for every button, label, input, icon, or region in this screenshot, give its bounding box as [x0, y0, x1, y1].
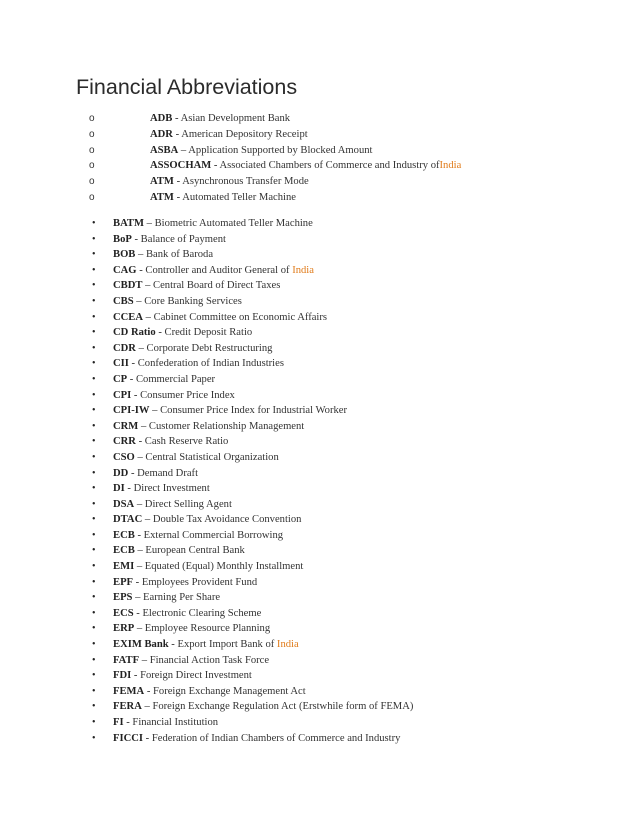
separator: – [142, 514, 153, 526]
bullet-marker: o [89, 144, 95, 156]
expansion: Equated (Equal) Monthly Installment [144, 561, 304, 573]
bullet-marker: • [92, 451, 96, 463]
bullet-marker: • [92, 732, 96, 744]
expansion: Customer Relationship Management [148, 420, 305, 432]
bullet-marker: • [92, 249, 96, 261]
separator: – [139, 654, 150, 666]
item-content [150, 111, 290, 127]
item-content [113, 653, 269, 669]
bullet-marker: • [92, 436, 96, 448]
abbreviation: ASSOCHAM [150, 160, 212, 172]
abbreviation: CII [113, 358, 129, 370]
abbreviation: CD Ratio [113, 327, 156, 339]
item-content [113, 388, 235, 404]
bullet-marker: o [89, 113, 95, 124]
separator: - [144, 685, 154, 697]
bullet-marker: • [92, 576, 96, 588]
separator: – [178, 144, 189, 156]
item-content [113, 232, 226, 248]
separator: - [128, 358, 138, 370]
item-content [113, 699, 413, 715]
item-content [113, 403, 347, 419]
item-content [113, 356, 284, 372]
expansion: Cash Reserve Ratio [144, 436, 229, 448]
separator: - [173, 191, 183, 203]
item-content [113, 278, 280, 294]
item-content [150, 174, 309, 190]
bullet-marker: • [92, 327, 96, 339]
bullet-marker: • [92, 529, 96, 541]
highlighted-link[interactable]: India [276, 639, 299, 651]
separator: - [127, 373, 136, 385]
expansion: Associated Chambers of Commerce and Industry of [219, 160, 440, 172]
expansion: European Central Bank [145, 545, 245, 557]
bullet-marker: • [92, 670, 96, 682]
expansion: Electronic Clearing Scheme [142, 607, 262, 619]
expansion: Consumer Price Index [140, 389, 235, 401]
expansion: Biometric Automated Teller Machine [154, 218, 313, 229]
bullet-marker: • [92, 373, 96, 385]
item-content [113, 684, 306, 700]
bullet-marker: • [92, 218, 96, 229]
item-content [113, 325, 252, 341]
expansion: Central Statistical Organization [145, 451, 279, 463]
separator: – [134, 561, 145, 573]
bullet-marker: • [92, 623, 96, 635]
expansion: Central Board of Direct Taxes [153, 280, 281, 292]
bullet-marker: • [92, 420, 96, 432]
item-content [113, 294, 242, 310]
separator: - [134, 529, 144, 541]
abbreviation: CSO [113, 451, 135, 463]
bullet-marker: o [89, 176, 95, 188]
separator: – [134, 545, 146, 557]
expansion: Employee Resource Planning [144, 623, 271, 635]
bullet-marker: • [92, 592, 96, 604]
separator: – [138, 420, 149, 432]
abbreviation: FEMA [113, 685, 145, 697]
separator: - [136, 264, 146, 276]
separator: – [149, 405, 161, 417]
page-title: Financial Abbreviations [76, 75, 298, 99]
item-content [113, 731, 400, 747]
expansion: Controller and Auditor General of [145, 264, 293, 276]
expansion: Cabinet Committee on Economic Affairs [153, 311, 328, 323]
item-content [113, 247, 213, 263]
item-content [113, 590, 220, 606]
highlighted-link[interactable]: India [439, 160, 462, 172]
bullet-marker: • [92, 358, 96, 370]
abbreviation: CBDT [113, 280, 143, 292]
abbreviation: BoP [113, 233, 132, 245]
item-content [150, 190, 296, 206]
separator: - [135, 436, 145, 448]
separator: - [155, 327, 165, 339]
expansion: Federation of Indian Chambers of Commerce and Industry [151, 732, 401, 744]
abbreviation: ERP [113, 623, 135, 635]
item-content [113, 216, 313, 232]
separator: – [135, 249, 146, 261]
separator: - [133, 607, 143, 619]
separator: - [143, 732, 152, 744]
bullet-marker: • [92, 639, 96, 651]
item-content [113, 419, 304, 435]
abbreviation: ECB [113, 545, 135, 557]
abbreviation: FDI [113, 670, 132, 682]
item-content [113, 637, 299, 653]
item-content [113, 341, 272, 357]
item-content [113, 512, 301, 528]
item-content [113, 715, 218, 731]
separator: – [134, 451, 146, 463]
abbreviation: CBS [113, 295, 134, 307]
bullet-marker: • [92, 280, 96, 292]
bullet-marker: • [92, 264, 96, 276]
expansion: External Commercial Borrowing [143, 529, 284, 541]
bullet-marker: • [92, 311, 96, 323]
bullet-marker: • [92, 295, 96, 307]
abbreviation: FATF [113, 654, 140, 666]
abbreviation: BATM [113, 218, 144, 229]
item-content [113, 310, 327, 326]
highlighted-link[interactable]: India [292, 264, 314, 276]
expansion: Earning Per Share [143, 592, 221, 604]
expansion: Core Banking Services [144, 295, 242, 307]
bullet-marker: o [89, 128, 95, 140]
bullet-marker: • [92, 342, 96, 354]
separator: – [135, 342, 147, 354]
item-content [113, 543, 245, 559]
expansion: Foreign Direct Investment [140, 670, 252, 682]
item-content [113, 621, 270, 637]
bullet-marker: • [92, 545, 96, 557]
item-content [113, 434, 228, 450]
abbreviation: ASBA [150, 144, 179, 156]
separator: - [128, 467, 138, 479]
expansion: Foreign Exchange Regulation Act (Erstwhile form of FEMA) [152, 701, 414, 713]
expansion: Consumer Price Index for Industrial Worker [160, 405, 348, 417]
expansion: American Depository Receipt [181, 128, 308, 140]
abbreviation: ATM [150, 191, 174, 203]
separator: - [123, 717, 133, 728]
bullet-marker: • [92, 561, 96, 573]
abbreviation: EPF [113, 576, 134, 588]
expansion: Asian Development Bank [180, 113, 291, 124]
item-content [113, 372, 215, 388]
item-content [113, 466, 198, 482]
abbreviation: ADR [150, 128, 173, 140]
expansion: Corporate Debt Restructuring [146, 342, 273, 354]
bullet-marker: • [92, 498, 96, 510]
separator: - [131, 233, 141, 245]
separator: - [133, 576, 142, 588]
bullet-marker: • [92, 607, 96, 619]
abbreviation: CPI-IW [113, 405, 150, 417]
expansion: Direct Investment [133, 483, 210, 495]
abbreviation: CAG [113, 264, 137, 276]
abbreviation: CPI [113, 389, 132, 401]
separator: - [131, 670, 141, 682]
item-content [113, 668, 252, 684]
expansion: Application Supported by Blocked Amount [188, 144, 373, 156]
bullet-marker: • [92, 514, 96, 526]
abbreviation: EMI [113, 561, 135, 573]
expansion: Asynchronous Transfer Mode [182, 176, 309, 188]
bullet-marker: • [92, 467, 96, 479]
abbreviation: DTAC [113, 514, 143, 526]
abbreviation: FI [113, 717, 124, 728]
expansion: Balance of Payment [140, 233, 226, 245]
abbreviation: ECS [113, 607, 134, 619]
bullet-marker: o [89, 160, 95, 172]
item-content [113, 450, 279, 466]
abbreviation: ATM [150, 176, 174, 188]
bullet-marker: • [92, 685, 96, 697]
expansion: Credit Deposit Ratio [164, 327, 253, 339]
expansion: Direct Selling Agent [144, 498, 232, 510]
separator: - [172, 113, 181, 124]
bullet-marker: • [92, 717, 96, 728]
separator: - [211, 160, 220, 172]
abbreviation: DI [113, 483, 125, 495]
separator: – [143, 311, 154, 323]
expansion: Foreign Exchange Management Act [153, 685, 306, 697]
separator: – [144, 218, 155, 229]
separator: - [173, 176, 183, 188]
separator: – [141, 701, 153, 713]
expansion: Export Import Bank of [177, 639, 277, 651]
abbreviation: BOB [113, 249, 136, 261]
expansion: Confederation of Indian Industries [137, 358, 284, 370]
item-content [113, 575, 257, 591]
abbreviation: ADB [150, 113, 173, 124]
abbreviation: ECB [113, 529, 135, 541]
expansion: Bank of Baroda [145, 249, 214, 261]
bullet-marker: • [92, 405, 96, 417]
bullet-marker: • [92, 701, 96, 713]
item-content [113, 481, 210, 497]
separator: – [132, 592, 144, 604]
abbreviation: DSA [113, 498, 135, 510]
separator: - [168, 639, 178, 651]
bullet-marker: • [92, 654, 96, 666]
expansion: Demand Draft [137, 467, 199, 479]
item-content [113, 497, 232, 513]
item-content [113, 263, 314, 279]
separator: - [172, 128, 182, 140]
abbreviation: CP [113, 373, 128, 385]
abbreviation: EXIM Bank [113, 639, 169, 651]
item-content [150, 158, 461, 174]
separator: – [134, 498, 145, 510]
bullet-marker: • [92, 389, 96, 401]
separator: - [131, 389, 141, 401]
item-content [113, 528, 283, 544]
abbreviation: FERA [113, 701, 142, 713]
abbreviation: CRM [113, 420, 139, 432]
expansion: Commercial Paper [135, 373, 216, 385]
separator: – [142, 280, 154, 292]
item-content [113, 606, 261, 622]
separator: – [133, 295, 145, 307]
item-content [113, 559, 303, 575]
abbreviation: CRR [113, 436, 136, 448]
abbreviation: DD [113, 467, 129, 479]
abbreviation: CDR [113, 342, 136, 354]
expansion: Employees Provident Fund [141, 576, 258, 588]
item-content [150, 127, 308, 143]
expansion: Financial Action Task Force [149, 654, 270, 666]
separator: – [134, 623, 145, 635]
expansion: Financial Institution [132, 717, 219, 728]
abbreviation: CCEA [113, 311, 144, 323]
abbreviation: FICCI [113, 732, 144, 744]
expansion: Double Tax Avoidance Convention [152, 514, 302, 526]
item-content [150, 143, 372, 159]
abbreviation: EPS [113, 592, 133, 604]
bullet-marker: • [92, 233, 96, 245]
separator: - [124, 483, 134, 495]
bullet-marker: o [89, 191, 95, 203]
expansion: Automated Teller Machine [182, 191, 296, 203]
bullet-marker: • [92, 483, 96, 495]
